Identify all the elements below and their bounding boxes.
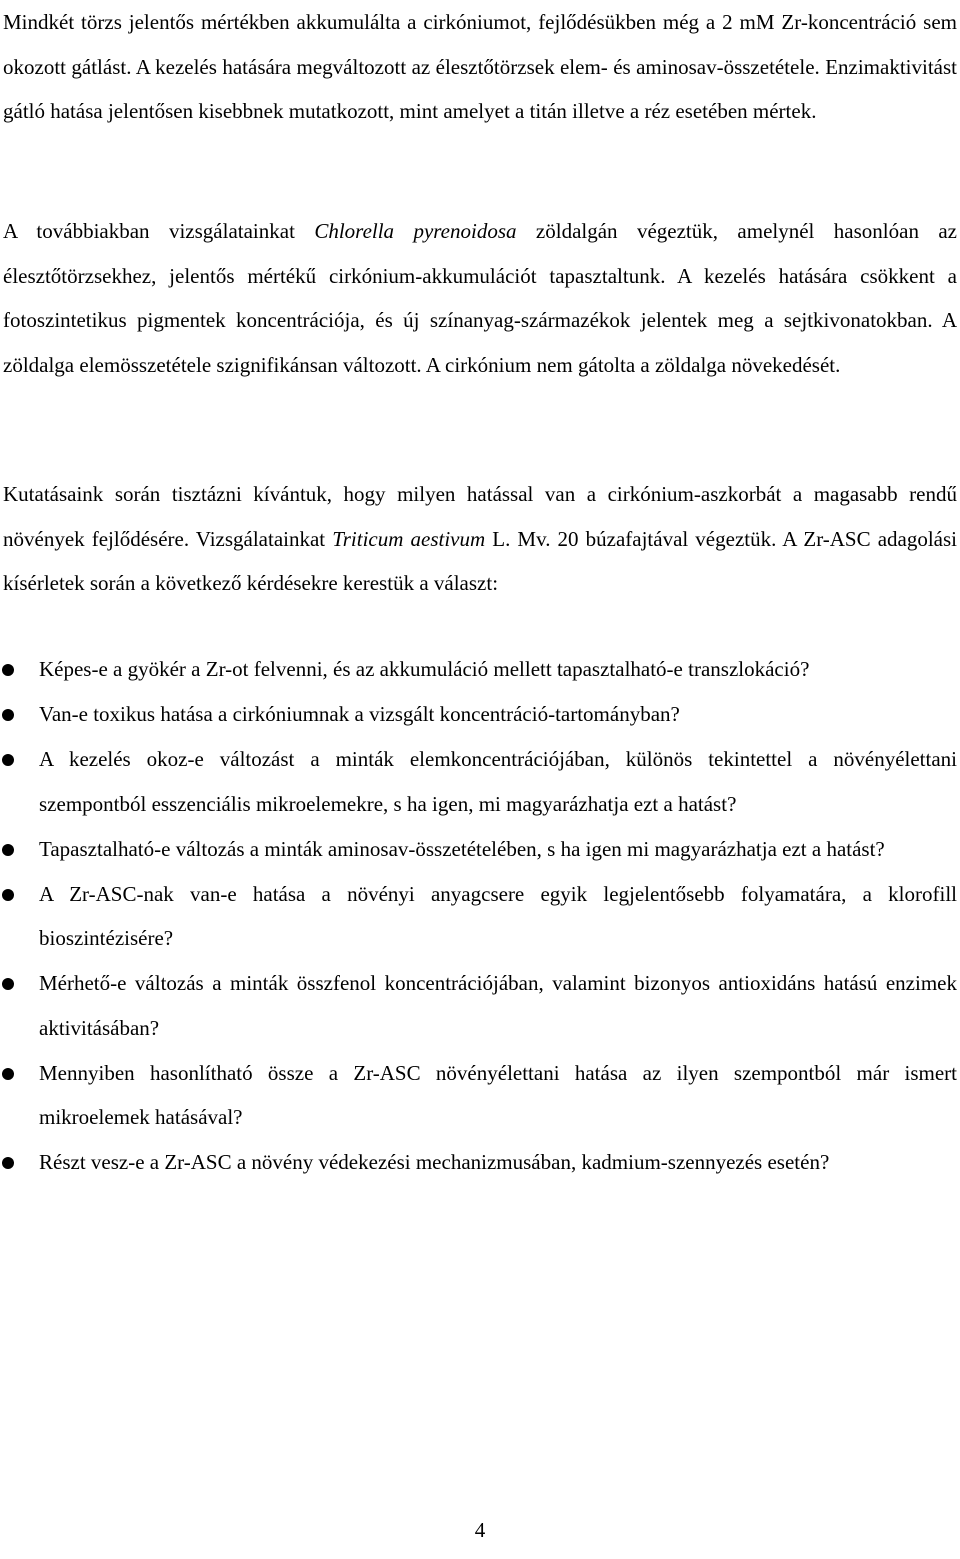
list-item [0, 692, 960, 737]
bullet-icon [2, 709, 14, 721]
list-item [0, 647, 960, 692]
research-questions-list [0, 647, 960, 1185]
bullet-icon [2, 889, 14, 901]
paragraph-text: zöldalgán végeztük, amelynél hasonlóan az élesztőtörzsekhez, jelentős mértékű cirkónium-akkumulációt tapasztaltunk. A kezelés hatására csökkent a fotoszintetikus pigmentek koncentrációja, és új színanyag-származékok jelentek meg a sejtkivonatokban. A zöldalga elemösszetétele szignifikánsan változott. A cirkónium nem gátolta a zöldalga növekedését. [3, 219, 958, 377]
question-text: Mennyiben hasonlítható össze a Zr-ASC növényélettani hatása az ilyen szempontból már ismert mikroelemek hatásával? [39, 1060, 957, 1129]
list-item [0, 1051, 960, 1140]
list-item [0, 737, 960, 826]
question-text: A Zr-ASC-nak van-e hatása a növényi anyagcsere egyik legjelentősebb folyamatára, a klorofill bioszintézisére? [39, 881, 957, 950]
paragraph-yeast-results: Mindkét törzs jelentős mértékben akkumulálta a cirkóniumot, fejlődésükben még a 2 mM Zr-koncentráció sem okozott gátlást. A kezelés hatására megváltozott az élesztőtörzsek elem- és aminosav-összetétele. Enzimaktivitást gátló hatása jelentősen kisebbnek mutatkozott, mint amelyet a titán illetve a réz esetében mértek. [3, 10, 957, 123]
paragraph-research-aims [3, 472, 957, 606]
bullet-icon [2, 1157, 14, 1169]
list-item [0, 872, 960, 961]
paragraph-text: L. Mv. 20 búzafajtával végeztük. A Zr-ASC adagolási kísérletek során a következő kérdésekre kerestük a választ: [3, 526, 957, 595]
question-text: Képes-e a gyökér a Zr-ot felvenni, és az akkumuláció mellett tapasztalható-e transzlokáció? [39, 657, 810, 681]
bullet-icon [2, 978, 14, 990]
species-name-triticum: Triticum aestivum [332, 526, 486, 551]
bullet-icon [2, 844, 14, 856]
list-item [0, 1140, 960, 1185]
page-number: 4 [474, 1518, 486, 1542]
paragraph-chlorella-results [3, 209, 957, 387]
list-item [0, 961, 960, 1050]
paragraph-text: Kutatásaink során tisztázni kívántuk, hogy milyen hatással van a cirkónium-aszkorbát a magasabb rendű növények fejlődésére. Vizsgálatainkat [3, 482, 957, 551]
list-item [0, 827, 960, 872]
bullet-icon [2, 664, 14, 676]
question-text: A kezelés okoz-e változást a minták elemkoncentrációjában, különös tekintettel a növényélettani szempontból esszenciális mikroelemekre, s ha igen, mi magyarázhatja ezt a hatást? [39, 747, 957, 816]
question-text: Részt vesz-e a Zr-ASC a növény védekezési mechanizmusában, kadmium-szennyezés esetén? [39, 1150, 830, 1174]
bullet-icon [2, 1068, 14, 1080]
question-text: Tapasztalható-e változás a minták aminosav-összetételében, s ha igen mi magyarázhatja ezt a hatást? [39, 836, 885, 861]
paragraph-text: A továbbiakban vizsgálatainkat [3, 219, 315, 243]
species-name-chlorella: Chlorella pyrenoidosa [314, 219, 517, 243]
bullet-icon [2, 754, 14, 766]
question-text: Van-e toxikus hatása a cirkóniumnak a vizsgált koncentráció-tartományban? [39, 702, 680, 726]
question-text: Mérhető-e változás a minták összfenol koncentrációjában, valamint bizonyos antioxidáns hatású enzimek aktivitásában? [39, 971, 957, 1040]
